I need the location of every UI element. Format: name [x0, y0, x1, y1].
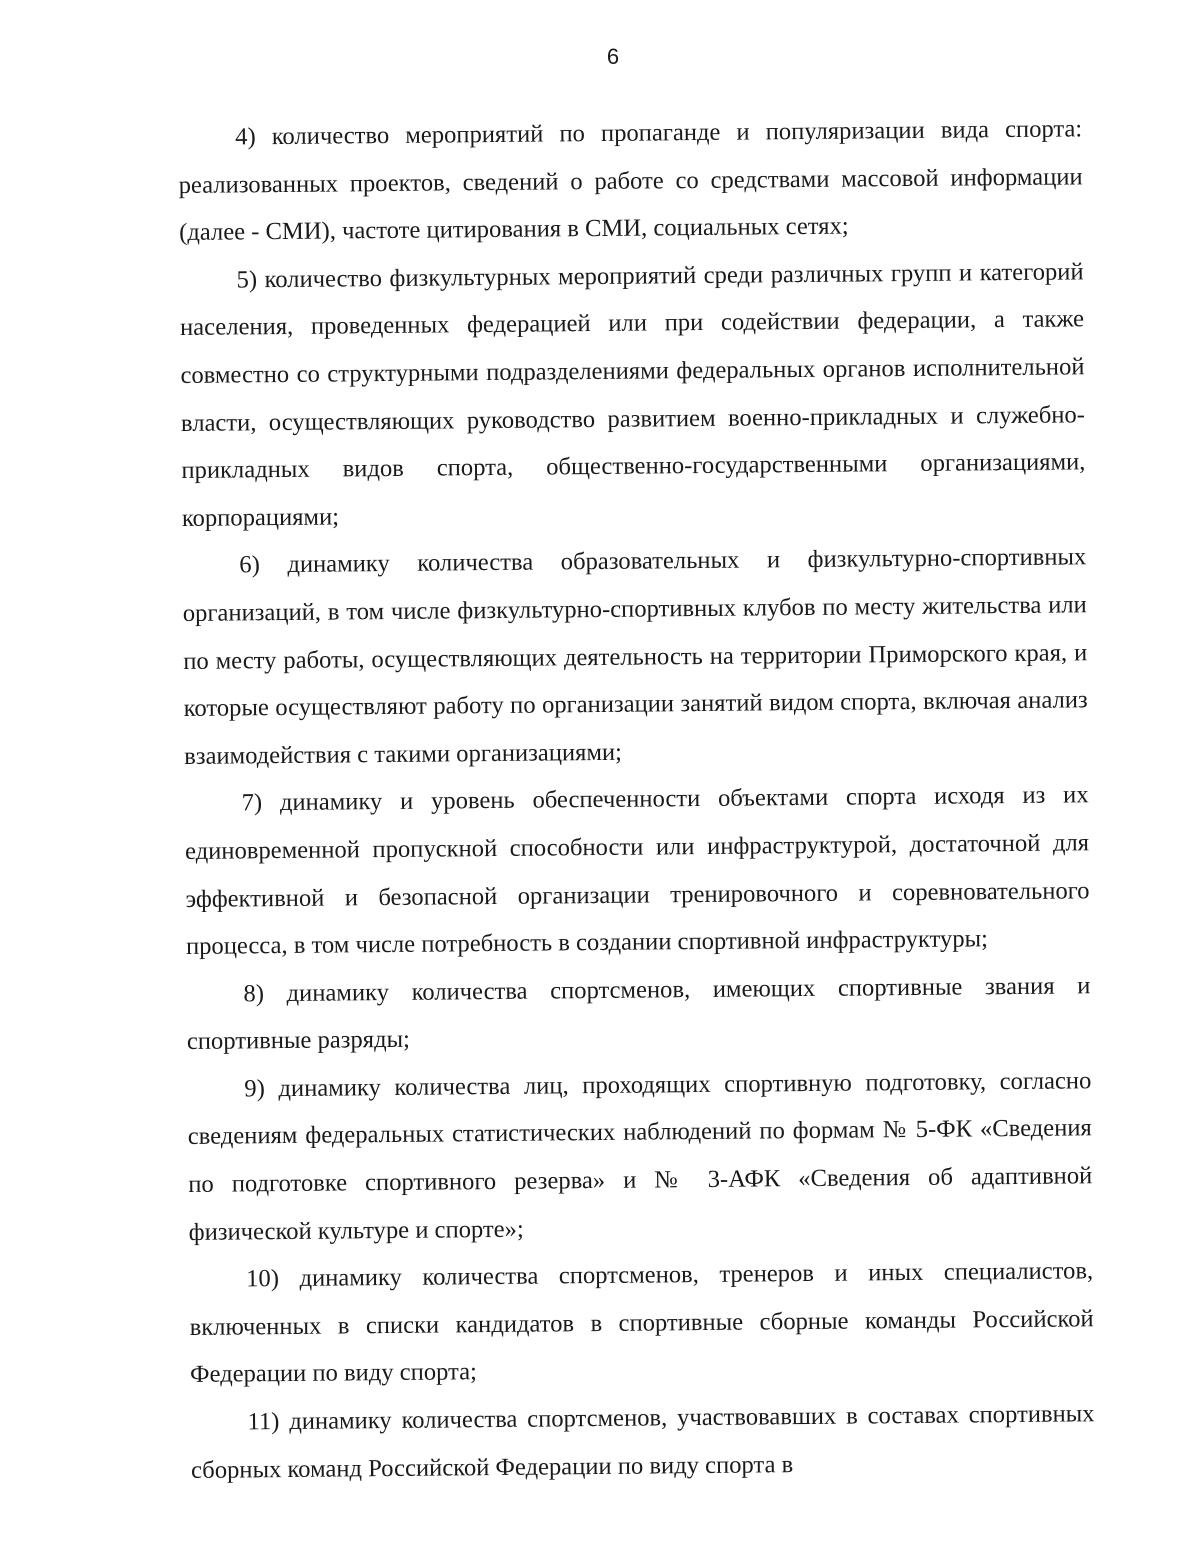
paragraph-item-6: 6) динамику количества образовательных и физкультурно-спортивных организаций, в том числе физкультурно-спортивных клубов по месту жительства или по месту работы, осуществляющих деятельность на территории Приморского края, и которые осуществляют работу по организации занятий видом спорта, включая анализ взаимодействия с такими организациями;: [182, 543, 1088, 770]
paragraph-item-8: 8) динамику количества спортсменов, имеющих спортивные звания и спортивные разряды;: [186, 971, 1091, 1056]
paragraph-item-4: 4) количество мероприятий по пропаганде и популяризации вида спорта: реализованных проектов, сведений о работе со средствами массовой информации (далее - СМИ), частоте цитирования в СМИ, социальных сетях;: [178, 115, 1083, 247]
paragraph-item-7: 7) динамику и уровень обеспеченности объектами спорта исходя из их единовременной пропускной способности или инфраструктурой, достаточной для эффективной и безопасной организации тренировочного и соревновательного процесса, в том числе потребность в создании спортивной инфраструктуры;: [184, 781, 1090, 961]
paragraph-item-10: 10) динамику количества спортсменов, тренеров и иных специалистов, включенных в списки кандидатов в спортивные сборные команды Российской Федерации по виду спорта;: [189, 1257, 1094, 1389]
document-body: [178, 105, 1095, 1494]
paragraph-item-9: 9) динамику количества лиц, проходящих спортивную подготовку, согласно сведениям федеральных статистических наблюдений по формам № 5-ФК «Сведения по подготовке спортивного резерва» и № 3-АФК «Сведения об адаптивной физической культуре и спорте»;: [187, 1067, 1093, 1246]
page-number: 6: [606, 44, 620, 69]
paragraph-item-5: 5) количество физкультурных мероприятий среди различных групп и категорий населения, проведенных федерацией или при содействии федерации, а также совместно со структурными подразделениями федеральных органов исполнительной власти, осуществляющих руководство развитием военно-прикладных и служебно-прикладных видов спорта, общественно-государственными организациями, корпорациями;: [179, 258, 1086, 532]
paragraph-item-11: 11) динамику количества спортсменов, участвовавших в составах спортивных сборных команд Российской Федерации по виду спорта в: [190, 1400, 1095, 1484]
